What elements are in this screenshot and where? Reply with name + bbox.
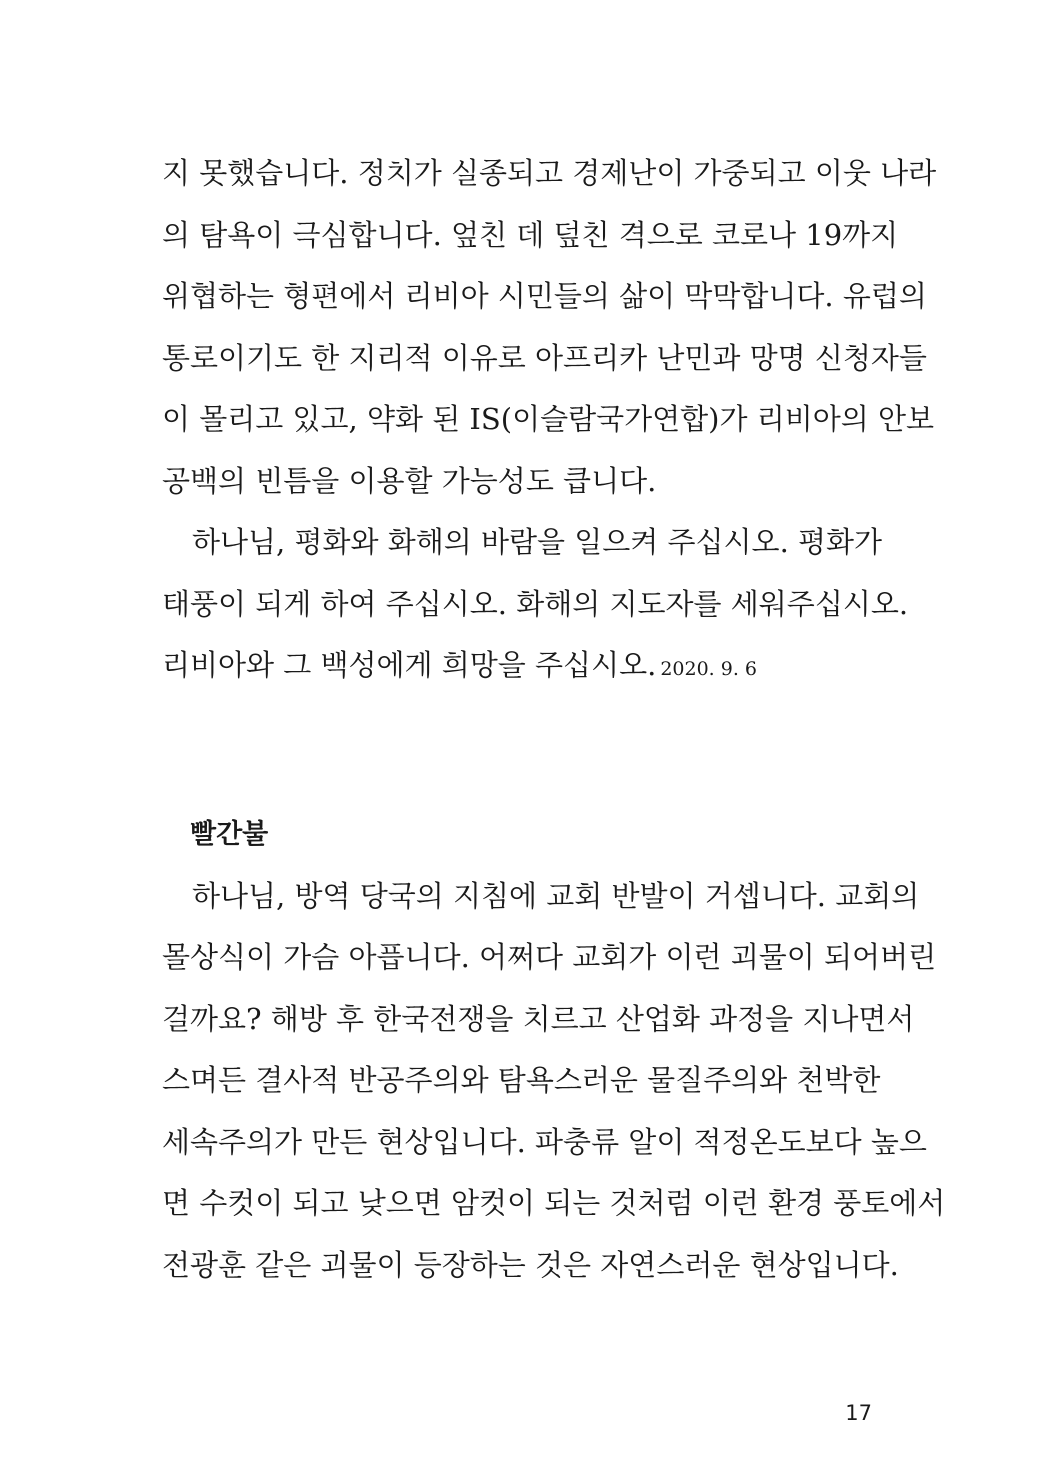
section-title: 빨간불 [190, 819, 269, 850]
body-text-line: 위협하는 형편에서 리비아 시민들의 삶이 막막합니다. 유럽의 [162, 279, 927, 313]
body-text-line-with-date [162, 645, 876, 685]
page-number: 17 [845, 1401, 872, 1425]
body-text-line: 이 몰리고 있고, 약화 된 IS(이슬람국가연합)가 리비아의 안보 [162, 402, 935, 436]
body-text-line: 전광훈 같은 괴물이 등장하는 것은 자연스러운 현상입니다. [162, 1248, 899, 1282]
body-text-line: 지 못했습니다. 정치가 실종되고 경제난이 가중되고 이웃 나라 [162, 156, 937, 190]
body-text: 리비아와 그 백성에게 희망을 주십시오. [162, 648, 657, 682]
body-text-line: 걸까요? 해방 후 한국전쟁을 치르고 산업화 과정을 지나면서 [162, 1002, 915, 1036]
prayer-date: 2020. 9. 6 [660, 658, 758, 680]
body-text-line: 몰상식이 가슴 아픕니다. 어쩌다 교회가 이런 괴물이 되어버린 [162, 940, 937, 974]
body-text-line: 태풍이 되게 하여 주십시오. 화해의 지도자를 세워주십시오. [162, 587, 909, 621]
body-text-line: 하나님, 평화와 화해의 바람을 일으켜 주십시오. 평화가 [192, 525, 883, 559]
body-text-line: 의 탐욕이 극심합니다. 엎친 데 덮친 격으로 코로나 19까지 [162, 218, 899, 252]
body-text-line: 공백의 빈틈을 이용할 가능성도 큽니다. [162, 464, 657, 498]
body-text-line: 스며든 결사적 반공주의와 탐욕스러운 물질주의와 천박한 [162, 1063, 881, 1097]
body-text-line: 세속주의가 만든 현상입니다. 파충류 알이 적정온도보다 높으 [162, 1125, 927, 1159]
body-text-line: 하나님, 방역 당국의 지침에 교회 반발이 거셉니다. 교회의 [192, 879, 920, 913]
body-text-line: 면 수컷이 되고 낮으면 암컷이 되는 것처럼 이런 환경 풍토에서 [162, 1186, 946, 1220]
body-text-line: 통로이기도 한 지리적 이유로 아프리카 난민과 망명 신청자들 [162, 341, 927, 375]
